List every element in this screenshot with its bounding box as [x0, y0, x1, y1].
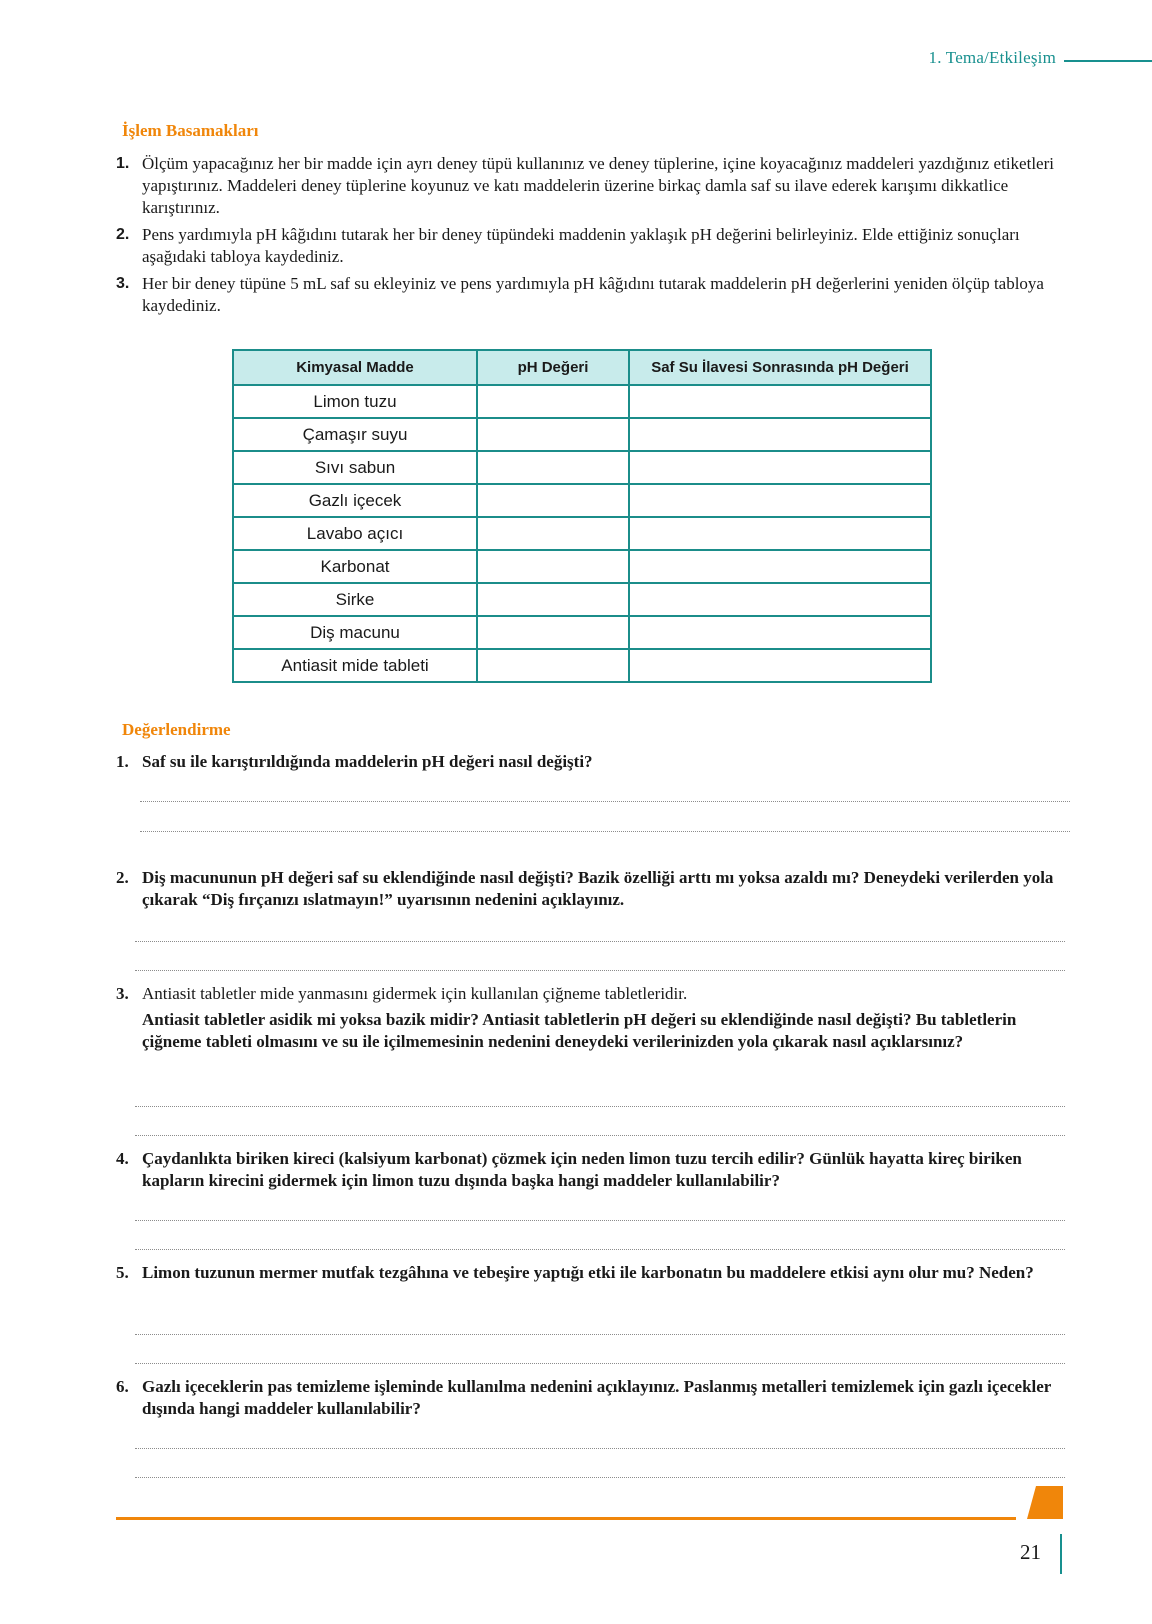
question-number: 4.: [116, 1149, 129, 1168]
step-number: 1.: [116, 155, 130, 172]
step-item: [116, 153, 1066, 219]
answer-line[interactable]: [135, 1477, 1065, 1478]
step-text: Pens yardımıyla pH kâğıdını tutarak her bir deney tüpündeki maddenin yaklaşık pH değerini belirleyiniz. Elde ettiğiniz sonuçları aşağıdaki tabloya kaydediniz.: [142, 225, 1020, 266]
ph-cell[interactable]: [477, 616, 629, 649]
ph-cell[interactable]: [477, 649, 629, 682]
table-row: [233, 418, 931, 451]
answer-line[interactable]: [135, 1448, 1065, 1449]
ph-after-water-cell[interactable]: [629, 550, 931, 583]
answer-line[interactable]: [135, 1334, 1065, 1335]
question-3: [116, 983, 1066, 1053]
procedure-title: İşlem Basamakları: [122, 121, 259, 140]
answer-line[interactable]: [135, 941, 1065, 942]
ph-after-water-cell[interactable]: [629, 517, 931, 550]
table-row: [233, 583, 931, 616]
question-text: Diş macununun pH değeri saf su eklendiğinde nasıl değişti? Bazik özelliği arttı mı yoksa azaldı mı? Deneydeki verilerden yola çıkarak “Diş fırçanızı ıslatmayın!” uyarısının nedenini açıklayınız.: [142, 868, 1054, 909]
substance-cell: Gazlı içecek: [233, 484, 477, 517]
substance-cell: Sirke: [233, 583, 477, 616]
step-number: 2.: [116, 226, 130, 243]
footer-rule: [116, 1517, 1016, 1520]
procedure-steps: [116, 153, 1066, 322]
answer-line[interactable]: [135, 1135, 1065, 1136]
question-text: Saf su ile karıştırıldığında maddelerin pH değeri nasıl değişti?: [142, 752, 593, 771]
ph-after-water-cell[interactable]: [629, 583, 931, 616]
substance-cell: Sıvı sabun: [233, 451, 477, 484]
question-number: 1.: [116, 752, 129, 771]
table-header-row: [233, 350, 931, 385]
question-5: [116, 1262, 1066, 1284]
evaluation-title: Değerlendirme: [122, 720, 231, 739]
ph-after-water-cell[interactable]: [629, 385, 931, 418]
ph-after-water-cell[interactable]: [629, 451, 931, 484]
substance-cell: Lavabo açıcı: [233, 517, 477, 550]
chapter-title: 1. Tema/Etkileşim: [928, 48, 1056, 67]
table-row: [233, 649, 931, 682]
page-number-bar: [1060, 1534, 1062, 1574]
step-text: Ölçüm yapacağınız her bir madde için ayrı deney tüpü kullanınız ve deney tüplerine, içine koyacağınız maddeleri yazdığınız etiketleri yapıştırınız. Maddeleri deney tüplerine koyunuz ve katı maddelerin üzerine birkaç damla saf su ilave ederek karışımı dikkatlice karıştırınız.: [142, 154, 1054, 217]
answer-line[interactable]: [135, 1220, 1065, 1221]
answer-line[interactable]: [135, 970, 1065, 971]
substance-cell: Diş macunu: [233, 616, 477, 649]
answer-line[interactable]: [140, 801, 1070, 802]
table-row: [233, 385, 931, 418]
column-header: pH Değeri: [477, 350, 629, 385]
table-row: [233, 616, 931, 649]
answer-line[interactable]: [135, 1106, 1065, 1107]
table-row: [233, 517, 931, 550]
ph-cell[interactable]: [477, 385, 629, 418]
question-text: Çaydanlıkta biriken kireci (kalsiyum karbonat) çözmek için neden limon tuzu tercih edilir? Günlük hayatta kireç biriken kapların kirecini gidermek için limon tuzu dışında başka hangi maddeler kullanılabilir?: [142, 1149, 1022, 1190]
substance-cell: Karbonat: [233, 550, 477, 583]
question-1: [116, 751, 1066, 773]
ph-cell[interactable]: [477, 418, 629, 451]
table-row: [233, 484, 931, 517]
page-header: [929, 48, 1152, 68]
footer-tab-decoration: [1027, 1486, 1063, 1519]
ph-results-table: [232, 349, 932, 683]
ph-cell[interactable]: [477, 583, 629, 616]
question-number: 6.: [116, 1377, 129, 1396]
substance-cell: Çamaşır suyu: [233, 418, 477, 451]
substance-cell: Antiasit mide tableti: [233, 649, 477, 682]
question-6: [116, 1376, 1066, 1420]
ph-after-water-cell[interactable]: [629, 616, 931, 649]
substance-cell: Limon tuzu: [233, 385, 477, 418]
table-row: [233, 451, 931, 484]
answer-line[interactable]: [135, 1363, 1065, 1364]
question-number: 3.: [116, 984, 129, 1003]
ph-cell[interactable]: [477, 484, 629, 517]
answer-line[interactable]: [135, 1249, 1065, 1250]
table-row: [233, 550, 931, 583]
question-intro: Antiasit tabletler mide yanmasını gidermek için kullanılan çiğneme tabletleridir.: [142, 984, 688, 1003]
question-number: 2.: [116, 868, 129, 887]
page-number: 21: [1020, 1540, 1041, 1564]
question-text: Limon tuzunun mermer mutfak tezgâhına ve tebeşire yaptığı etki ile karbonatın bu maddelere etkisi aynı olur mu? Neden?: [142, 1263, 1034, 1282]
question-text: Gazlı içeceklerin pas temizleme işleminde kullanılma nedenini açıklayınız. Paslanmış metalleri temizlemek için gazlı içecekler dışında hangi maddeler kullanılabilir?: [142, 1377, 1052, 1418]
question-text: Antiasit tabletler asidik mi yoksa bazik midir? Antiasit tabletlerin pH değeri su eklendiğinde nasıl değişti? Bu tabletlerin çiğneme tableti olmasını ve su ile içilmemesinin nedenini deneydeki verilerinizden yola çıkarak nasıl açıklarsınız?: [142, 1010, 1017, 1051]
question-4: [116, 1148, 1066, 1192]
step-item: [116, 273, 1066, 317]
column-header: Kimyasal Madde: [233, 350, 477, 385]
answer-line[interactable]: [140, 831, 1070, 832]
ph-after-water-cell[interactable]: [629, 649, 931, 682]
ph-cell[interactable]: [477, 550, 629, 583]
column-header: Saf Su İlavesi Sonrasında pH Değeri: [629, 350, 931, 385]
ph-cell[interactable]: [477, 451, 629, 484]
question-number: 5.: [116, 1263, 129, 1282]
header-rule: [1064, 60, 1152, 62]
ph-cell[interactable]: [477, 517, 629, 550]
step-number: 3.: [116, 275, 130, 292]
step-item: [116, 224, 1066, 268]
step-text: Her bir deney tüpüne 5 mL saf su ekleyiniz ve pens yardımıyla pH kâğıdını tutarak maddelerin pH değerlerini yeniden ölçüp tabloya kaydediniz.: [142, 274, 1044, 315]
question-2: [116, 867, 1066, 911]
ph-after-water-cell[interactable]: [629, 418, 931, 451]
ph-after-water-cell[interactable]: [629, 484, 931, 517]
